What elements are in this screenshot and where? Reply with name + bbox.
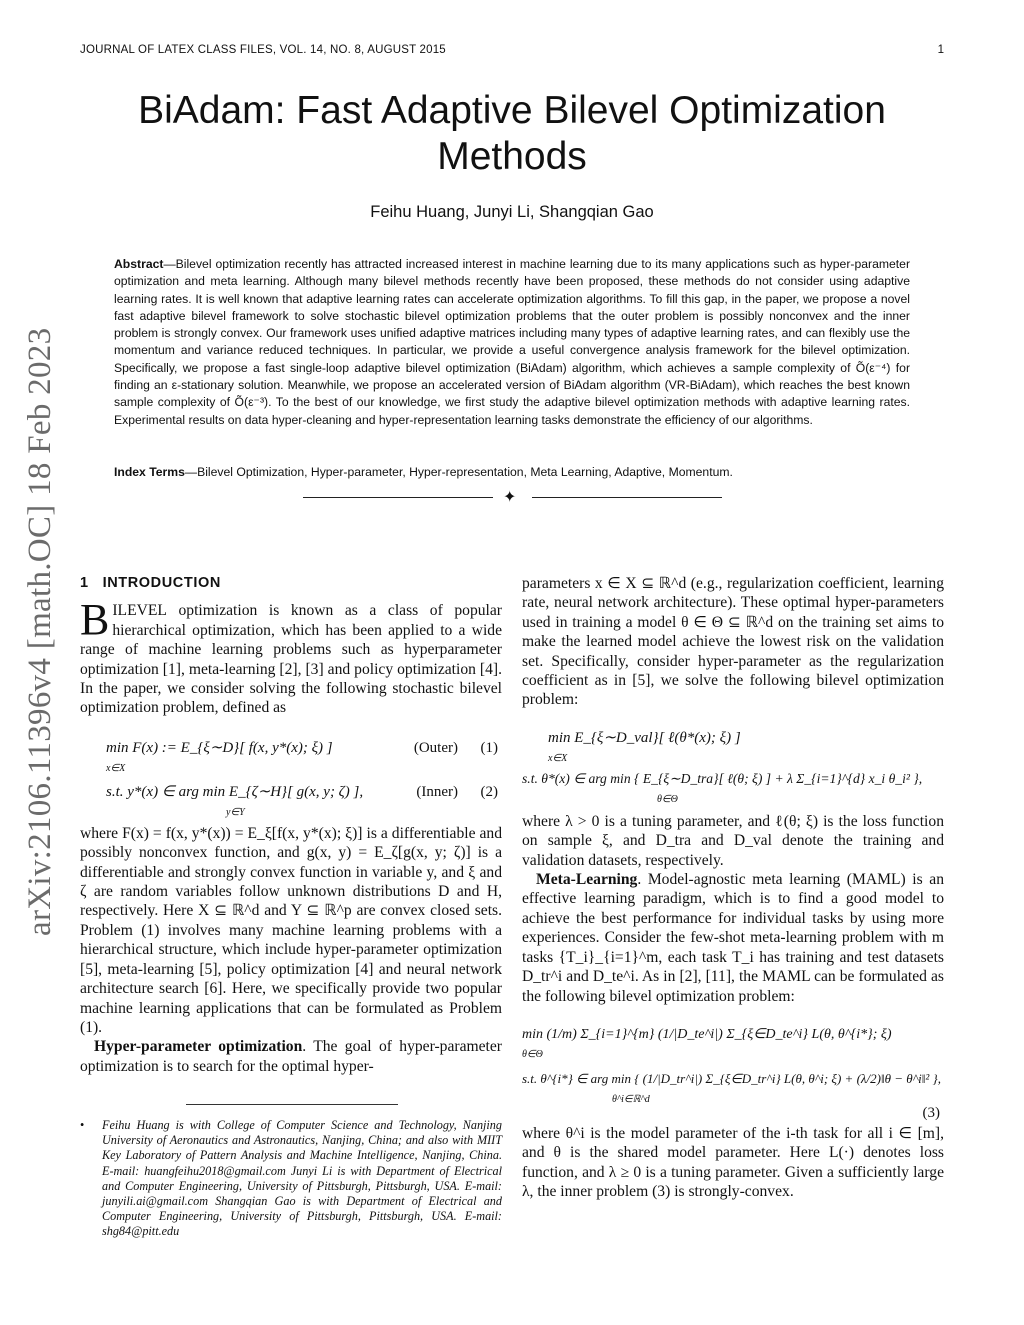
equation-3-number: (3)	[922, 1104, 940, 1121]
right-paragraph-1: parameters x ∈ X ⊆ ℝ^d (e.g., regularization coefficient, learning rate, neural network architecture). These optimal hyper-parameters used in training a model θ ∈ Θ ⊆ ℝ^d on the training set aims to make the learned model achieve the lowest risk on the validation set. Specifically, consider hyper-parameter as the regularization coefficient as in [5], we solve the following bilevel optimization problem:	[522, 575, 944, 709]
right-paragraph-2: where λ > 0 is a tuning parameter, and ℓ(θ; ξ) is the loss function on sample ξ, and D_tra and D_val denote the training and validation datasets, respectively.	[522, 812, 944, 869]
abstract-label: Abstract	[114, 257, 164, 271]
equation-2	[80, 774, 502, 819]
title-line-2: Methods	[437, 135, 587, 178]
equation-hyperparam-outer-subscript: x∈X	[548, 753, 568, 765]
equation-1	[80, 730, 502, 775]
equation-maml-inner	[522, 1060, 944, 1124]
abstract	[114, 256, 910, 429]
right-paragraph-3	[522, 870, 944, 1006]
equation-maml-outer-subscript: θ∈Θ	[522, 1049, 543, 1061]
equation-hyperparam-outer	[522, 720, 944, 765]
page-number: 1	[937, 44, 944, 56]
title-line-1: BiAdam: Fast Adaptive Bilevel Optimization	[138, 89, 886, 132]
equation-maml-outer-body: min (1/m) Σ_{i=1}^{m} (1/|D_te^i|) Σ_{ξ∈D_te^i} L(θ, θ^{i*}; ξ) θ∈Θ	[522, 1026, 892, 1061]
equation-hyperparam-inner-body: s.t. θ*(x) ∈ arg min { E_{ξ∼D_tra}[ ℓ(θ; ξ) ] + λ Σ_{i=1}^{d} x_i θ_i² }, θ∈Θ	[522, 770, 923, 806]
index-terms-text: —Bilevel Optimization, Hyper-parameter, Hyper-representation, Meta Learning, Adaptive, Momentum.	[184, 465, 733, 479]
equation-2-number: (2)	[480, 783, 498, 800]
intro-paragraph-3	[80, 1037, 502, 1076]
arxiv-stamp: arXiv:2106.11396v4 [math.OC] 18 Feb 2023	[22, 327, 58, 936]
divider-left	[303, 497, 493, 498]
section-number: 1	[80, 575, 89, 591]
equation-2-body: s.t. y*(x) ∈ arg min E_{ζ∼H}[ g(x, y; ζ) ], y∈Y	[106, 783, 364, 819]
equation-hyperparam-inner	[522, 760, 944, 806]
equation-maml-inner-subscript: θ^i∈ℝ^d	[612, 1094, 650, 1106]
running-header: JOURNAL OF LATEX CLASS FILES, VOL. 14, NO. 8, AUGUST 2015	[80, 44, 446, 56]
abstract-text: —Bilevel optimization recently has attracted increased interest in machine learning due to its many applications such as hyper-parameter optimization and meta learning. Although many bilevel methods recently have been proposed, these methods do not consider using adaptive learning rates. It is well known that adaptive learning rates can accelerate optimization algorithms. To fill this gap, in the paper, we propose a novel fast adaptive bilevel framework to solve stochastic bilevel optimization problems that the outer problem is possibly nonconvex and the inner problem is strongly convex. Our framework uses unified adaptive matrices including many types of adaptive learning rates, and can flexibly use the momentum and variance reduced techniques. In particular, we provide a useful convergence analysis framework for the bilevel optimization. Specifically, we propose a fast single-loop adaptive bilevel optimization (BiAdam) algorithm, which achieves a sample complexity of Õ(ε⁻⁴) for finding an ε-stationary solution. Meanwhile, we propose an accelerated version of BiAdam algorithm (VR-BiAdam), which reaches the best known sample complexity of Õ(ε⁻³). To the best of our knowledge, we first study the adaptive bilevel optimization methods with adaptive learning rates. Experimental results on data hyper-cleaning and hyper-representation learning tasks demonstrate the efficiency of our algorithms.	[114, 257, 910, 427]
meta-learning-text: . Model-agnostic meta learning (MAML) is an effective learning paradigm, which is to find a good model to achieve the best performance for individual tasks by using more experiences. Consider the few-shot meta-learning problem with m tasks {T_i}_{i=1}^m, each task T_i has training and test datasets D_tr^i and D_te^i. As in [2], [11], the MAML can be formulated as the following bilevel optimization problem:	[522, 871, 944, 1005]
right-column	[522, 574, 944, 1202]
right-paragraph-4: where θ^i is the model parameter of the i-th task for all i ∈ [m], and θ is the shared model parameter. Here L(·) denotes loss function, and λ ≥ 0 is a tuning parameter. Given a sufficiently large λ, the inner problem (3) is strongly-convex.	[522, 1124, 944, 1201]
left-column	[80, 574, 502, 1076]
intro-paragraph-2: where F(x) = f(x, y*(x)) = E_ξ[f(x, y*(x); ξ)] is a differentiable and possibly nonconvex function, and g(x, y) = E_ζ[g(x, y; ζ)] is a differentiable and strongly convex function in variable y, and ξ and ζ are random variables follow unknown distributions D and H, respectively. Here X ⊆ ℝ^d and Y ⊆ ℝ^p are convex closed sets. Problem (1) involves many machine learning problems with a hierarchical structure, which include hyper-parameter optimization [5], meta-learning [5], policy optimization [4] and neural network architecture search [6]. Here, we specifically provide two popular machine learning applications that can be formulated as Problem (1).	[80, 824, 502, 1036]
hyperparam-text: . The goal of hyper-parameter optimization is to search for the optimal hyper-	[80, 1038, 502, 1075]
equation-hyperparam-outer-body: min E_{ξ∼D_val}[ ℓ(θ*(x); ξ) ] x∈X	[548, 729, 741, 765]
hyperparam-heading: Hyper-parameter optimization	[94, 1038, 303, 1056]
equation-hyperparam-inner-subscript: θ∈Θ	[657, 794, 678, 806]
dropcap: B	[80, 595, 110, 645]
meta-learning-heading: Meta-Learning	[536, 871, 638, 889]
equation-2-subscript: y∈Y	[226, 807, 245, 819]
author-footnote	[80, 1118, 502, 1240]
paper-title	[0, 88, 1024, 180]
section-heading	[80, 574, 502, 593]
footnote-bullet: •	[80, 1118, 85, 1132]
footnote-rule	[186, 1104, 398, 1105]
intro-lead: ILEVEL	[112, 602, 167, 620]
intro-text-1: optimization is known as a class of popular hierarchical optimization, which has been applied to a wide range of machine learning problems such as hyperparameter optimization [1], meta-learning [2], [3] and policy optimization [4]. In the paper, we consider solving the following stochastic bilevel optimization problem, defined as	[80, 602, 502, 717]
equation-maml-inner-body: s.t. θ^{i*} ∈ arg min { (1/|D_tr^i|) Σ_{ξ∈D_tr^i} L(θ, θ^i; ξ) + (λ/2)‖θ − θ^i‖² }, θ^i∈ℝ^d	[522, 1070, 942, 1106]
section-title: INTRODUCTION	[102, 575, 221, 591]
index-terms-label: Index Terms	[114, 465, 185, 479]
intro-paragraph-1	[80, 595, 502, 717]
equation-maml-outer	[522, 1016, 944, 1060]
divider-right	[532, 497, 722, 498]
divider-diamond-icon: ✦	[503, 489, 517, 506]
author-list: Feihu Huang, Junyi Li, Shangqian Gao	[370, 203, 654, 221]
equation-1-tag: (Outer)	[413, 739, 458, 756]
equation-1-subscript: x∈X	[106, 763, 126, 775]
index-terms	[114, 464, 910, 481]
equation-1-number: (1)	[480, 739, 498, 756]
footnote-text: Feihu Huang is with College of Computer Science and Technology, Nanjing University of Aeronautics and Astronautics, Nanjing, China; and also with MIIT Key Laboratory of Pattern Analysis and Machine Intelligence, Nanjing, China. E-mail: huangfeihu2018@gmail.com Junyi Li is with Department of Electrical and Computer Engineering, University of Pittsburgh, Pittsburgh, USA. E-mail: junyili.ai@gmail.com Shangqian Gao is with Department of Electrical and Computer Engineering, University of Pittsburgh, Pittsburgh, USA. E-mail: shg84@pitt.edu	[102, 1118, 502, 1239]
equation-1-body: min F(x) := E_{ξ∼D}[ f(x, y*(x); ξ) ] x∈X	[106, 739, 333, 775]
equation-2-tag: (Inner)	[416, 783, 458, 800]
